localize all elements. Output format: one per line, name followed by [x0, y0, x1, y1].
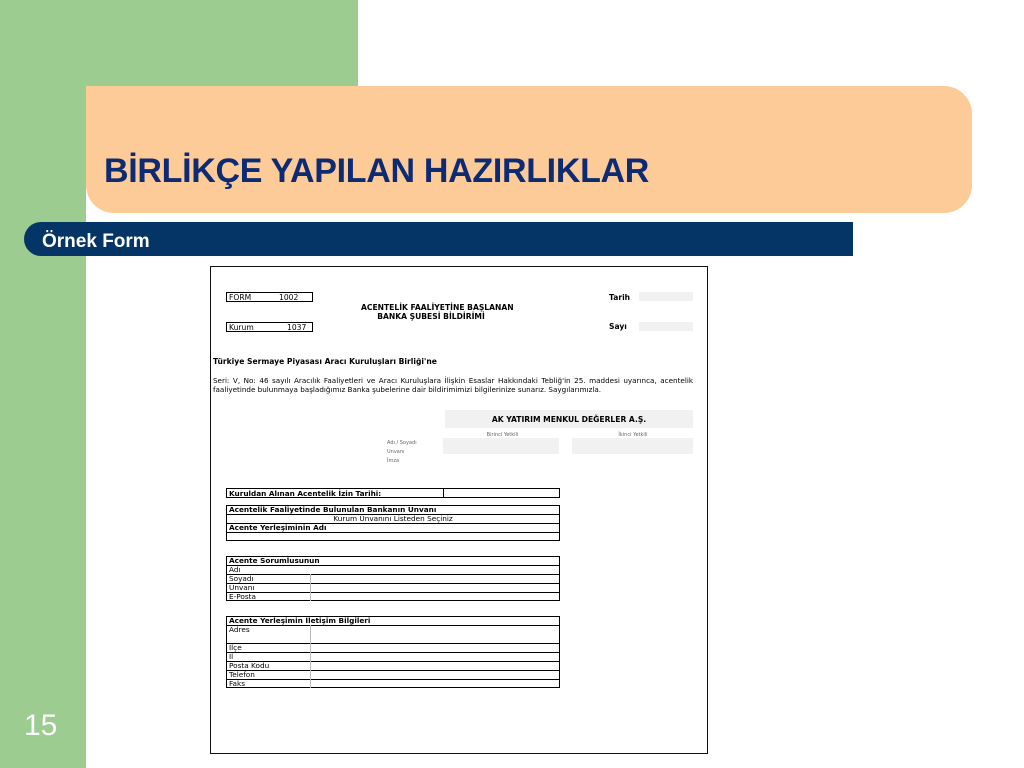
sig-label-title: Unvanı [387, 449, 405, 455]
contact-city-label: İl [229, 652, 234, 661]
responsible-title-label: Unvanı [229, 583, 255, 592]
contact-row-phone [226, 670, 560, 679]
contact-postcode-label: Posta Kodu [229, 661, 270, 670]
responsible-row-name [226, 565, 560, 574]
contact-phone-label: Telefon [229, 670, 255, 679]
contact-address-label: Adres [229, 625, 250, 634]
form-number-box [226, 292, 313, 302]
form-heading-line1: ACENTELİK FAALİYETİNE BAŞLANAN [361, 303, 514, 312]
responsible-surname-label: Soyadı [229, 574, 254, 583]
tarih-label: Tarih [609, 293, 631, 302]
permit-date-row [226, 488, 560, 498]
sample-form-document [210, 266, 708, 754]
sig-label-name: Adı / Soyadı [387, 440, 417, 446]
contact-header: Acente Yerleşimin İletişim Bilgileri [226, 616, 560, 625]
top-decor-block [0, 0, 358, 86]
permit-date-field[interactable] [444, 489, 559, 497]
signer1-fields[interactable] [443, 438, 559, 454]
kurum-number-box [226, 322, 313, 332]
responsible-col-divider [310, 574, 311, 601]
contact-fax-label: Faks [229, 679, 246, 688]
form-heading-line2: BANKA ŞUBESİ BİLDİRİMİ [377, 312, 485, 321]
sayi-field[interactable] [639, 322, 693, 331]
title-panel [86, 86, 972, 213]
left-decor-bar [0, 0, 86, 768]
bank-title-label: Acentelik Faaliyetinde Bulunulan Bankanın Unvanı [226, 505, 560, 514]
contact-row-city [226, 652, 560, 661]
form-label: FORM [229, 293, 252, 302]
sig-label-signature: İmza [387, 458, 400, 464]
sayi-label: Sayı [609, 322, 627, 331]
signer2-label: İkinci Yetkili [618, 432, 648, 438]
body-paragraph: Seri: V, No: 46 sayılı Aracılık Faaliyetleri ve Aracı Kuruluşlara İlişkin Esaslar Hakkındaki Tebliğ'in 25. maddesi uyarınca, acentelik faaliyetinde bulunmaya başladığımız Banka şubelerine dair bildirimimizi bilgilerinize sunarız. Saygılarımızla. [213, 376, 693, 394]
branch-name-field[interactable] [226, 532, 560, 541]
kurum-label: Kurum [229, 323, 254, 332]
contact-row-postcode [226, 661, 560, 670]
responsible-email-label: E-Posta [229, 592, 256, 601]
kurum-number: 1037 [287, 323, 307, 332]
bank-select[interactable]: Kurum Ünvanını Listeden Seçiniz [226, 514, 560, 523]
contact-row-district [226, 643, 560, 652]
slide-subtitle: Örnek Form [42, 231, 150, 252]
addressee: Türkiye Sermaye Piyasası Aracı Kuruluşları Birliği'ne [213, 357, 437, 366]
branch-name-label: Acente Yerleşiminin Adı [226, 523, 560, 532]
contact-district-label: İlçe [229, 643, 242, 652]
tarih-field[interactable] [639, 292, 693, 301]
slide-title: BİRLİKÇE YAPILAN HAZIRLIKLAR [104, 152, 650, 190]
signer1-label: Birinci Yetkili [486, 432, 519, 438]
permit-date-label: Kuruldan Alınan Acentelik İzin Tarihi: [229, 489, 382, 498]
company-name: AK YATIRIM MENKUL DEĞERLER A.Ş. [491, 415, 647, 424]
contact-row-address [226, 625, 560, 643]
page-number: 15 [24, 709, 58, 742]
form-number: 1002 [279, 293, 299, 302]
contact-row-fax [226, 679, 560, 688]
signer2-fields[interactable] [572, 438, 693, 454]
responsible-header: Acente Sorumlusunun [226, 556, 560, 565]
responsible-name-label: Adı [229, 565, 241, 574]
contact-col-divider [310, 625, 311, 688]
